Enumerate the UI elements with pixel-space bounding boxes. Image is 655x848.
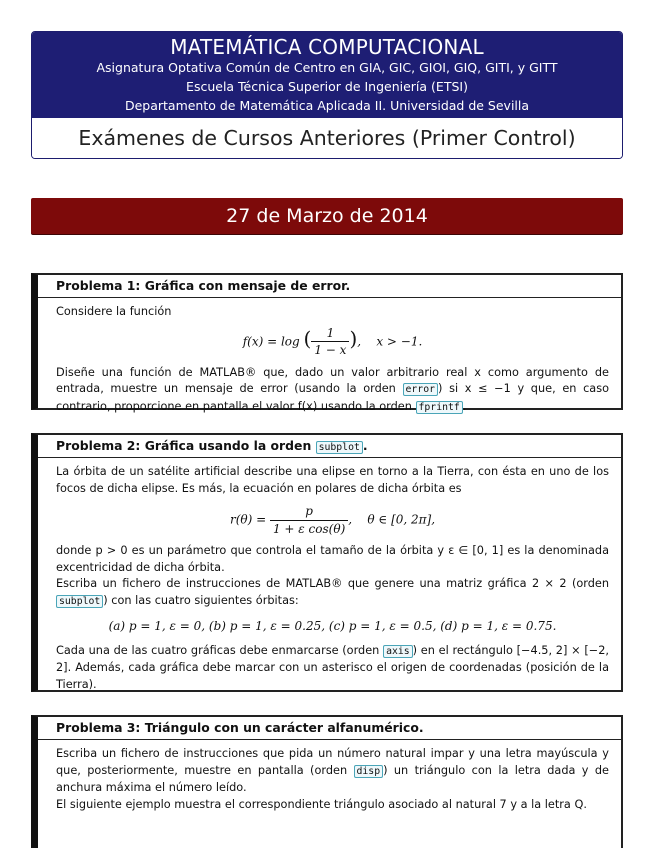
problem-2-axis-text-a: Cada una de las cuatro gráficas debe enmarcarse (orden [56,643,380,657]
orbit-formula-denominator: 1 + ε cos(θ) [272,521,346,536]
problem-3-text-b: ) un triángulo con la letra dada y de anchura máxima el número leído. [56,763,609,794]
problem-3 [31,715,623,848]
problem-2-task-text-a: Escriba un fichero de instrucciones de MATLAB® que genere una matriz gráfica 2 × 2 (orden [56,577,609,590]
problem-2 [31,433,623,692]
exam-date: 27 de Marzo de 2014 [31,198,623,234]
problem-2-intro: La órbita de un satélite artificial describe una elipse en torno a la Tierra, con ésta en uno de los focos de dicha elipse. Es más, la ecuación en polares de dicha órbita es [56,465,609,495]
problem-1-text-b: ) si x ≤ −1 y que, en caso contrario, proporcione en pantalla el valor f(x) usando la orden [56,382,610,413]
problem-1-statement [56,365,609,417]
formula-fraction [311,325,349,359]
problem-1-intro: Considere la función [56,305,172,318]
problem-2-title [38,435,621,458]
problem-2-title-end: . [362,438,368,453]
formula-denominator: 1 − x [314,343,347,357]
problem-1-text-c: . [462,399,467,413]
orbit-formula-numerator: p [270,503,348,521]
orbit-formula-condition: θ ∈ [0, 2π], [367,512,436,527]
problem-2-task-text-b: ) con las cuatro siguientes órbitas: [103,593,299,607]
course-subject-line: Asignatura Optativa Común de Centro en GIA, GIC, GIOI, GIQ, GITI, y GITT [96,60,558,75]
code-subplot-title: subplot [316,441,363,454]
problem-3-title: Problema 3: Triángulo con un carácter alfanumérico. [38,717,621,740]
problem-3-example: El siguiente ejemplo muestra el correspondiente triángulo asociado al natural 7 y a la letra Q. [56,797,587,811]
problem-1-text-a: Diseñe una función de MATLAB® que, dado un valor arbitrario real x como argumento de entrada, muestre un mensaje de error (usando la orden [56,365,609,395]
formula-lhs: f(x) = log [242,334,300,348]
course-school-line: Escuela Técnica Superior de Ingeniería (ETSI) [186,79,468,94]
code-subplot: subplot [56,595,103,608]
course-header-banner [32,32,622,118]
problem-2-cases: (a) p = 1, ε = 0, (b) p = 1, ε = 0.25, (c) p = 1, ε = 0.5, (d) p = 1, ε = 0.75. [108,619,557,633]
orbit-formula-fraction [270,503,348,537]
course-header [31,31,623,159]
problem-1 [31,273,623,413]
problem-2-axis-text-b: ) en el rectángulo [−4.5, 2] × [−2, 2]. Además, cada gráfica debe marcar con un asterisco el origen de coordenadas (posición de la Tierra). [56,643,609,691]
problem-2-formula: r(θ) = $\frac{p}{\text{1 + ε cos(θ)}}$ , θ ∈ [0, 2π], [229,504,436,536]
problem-2-task [56,576,609,610]
problem-3-text-a: Escriba un fichero de instrucciones que pida un número natural impar y una letra mayúscula y que, posteriormente, muestre en pantalla (orden [56,747,609,777]
problem-2-title-text: Problema 2: Gráfica usando la orden [56,438,312,453]
problem-1-formula: f(x) = log ( $\frac{1}{1 - x}$ ), x > −1. [242,325,423,357]
formula-numerator: 1 [311,325,349,343]
orbit-formula-lhs: r(θ) = [229,512,267,527]
exam-subtitle: Exámenes de Cursos Anteriores (Primer Control) [32,118,622,158]
code-error: error [403,383,439,396]
problem-2-axis [56,643,609,694]
problem-1-title: Problema 1: Gráfica con mensaje de error. [38,275,621,298]
code-axis: axis [383,645,413,658]
course-title: MATEMÁTICA COMPUTACIONAL [170,35,484,59]
course-department-line: Departamento de Matemática Aplicada II. Universidad de Sevilla [124,98,530,113]
formula-condition: x > −1. [376,334,423,348]
code-disp: disp [354,765,384,778]
problem-2-parameters: donde p > 0 es un parámetro que controla el tamaño de la órbita y ε ∈ [0, 1] es la denominada excentricidad de dicha órbita. [56,544,609,574]
code-fprintf: fprintf [416,401,463,414]
problem-3-statement [56,746,609,797]
